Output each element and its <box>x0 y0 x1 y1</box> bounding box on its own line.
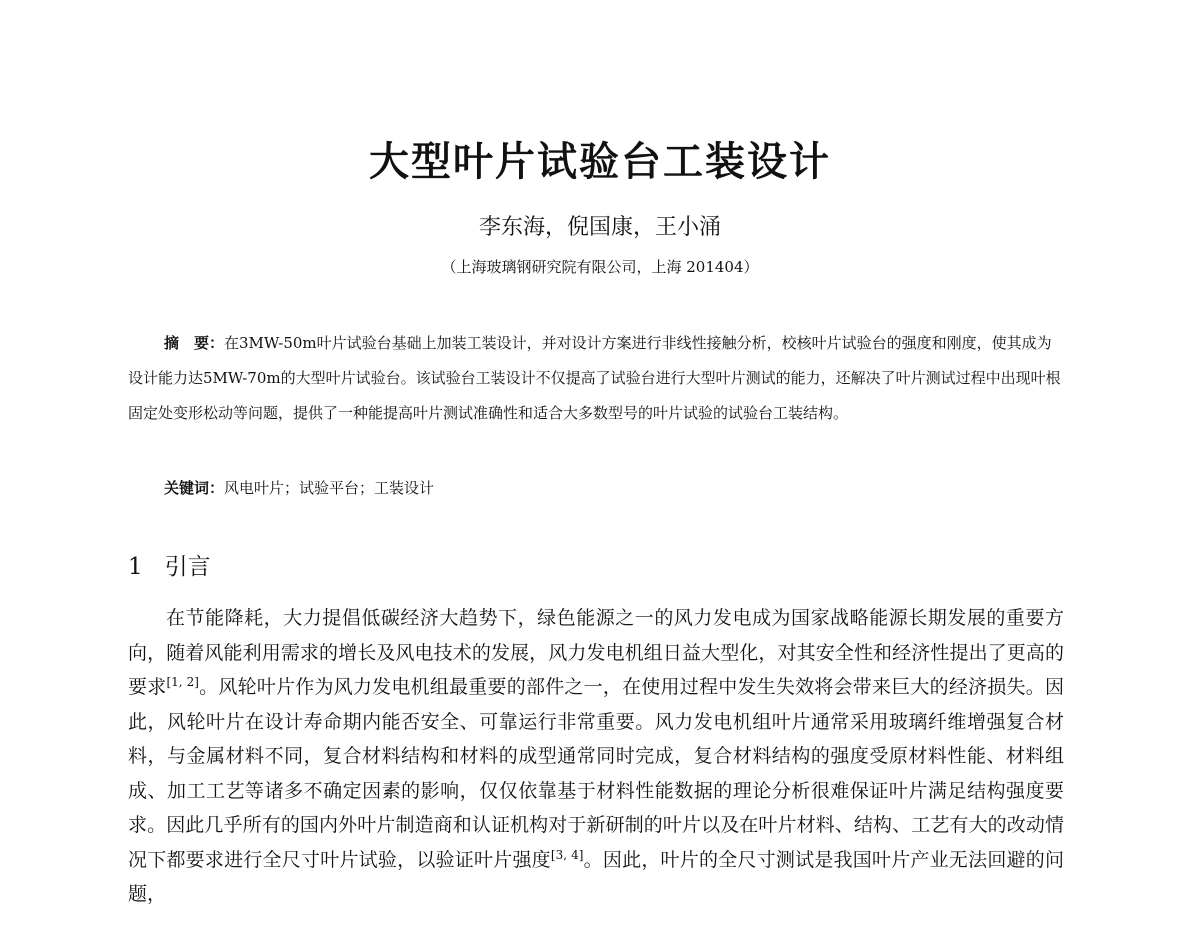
intro-text-part-2: 。风轮叶片作为风力发电机组最重要的部件之一，在使用过程中发生失效将会带来巨大的经济损失。因此，风轮叶片在设计寿命期内能否安全、可靠运行非常重要。风力发电机组叶片通常采用玻璃纤维增强复合材料，与金属材料不同，复合材料结构和材料的成型通常同时完成，复合材料结构的强度受原材料性能、材料组成、加工工艺等诸多不确定因素的影响，仅仅依靠基于材料性能数据的理论分析很难保证叶片满足结构强度要求。因此几乎所有的国内外叶片制造商和认证机构对于新研制的叶片以及在叶片材料、结构、工艺有大的改动情况下都要求进行全尺寸叶片试验，以验证叶片强度 <box>128 676 1064 871</box>
affiliation: （上海玻璃钢研究院有限公司，上海 201404） <box>441 258 759 276</box>
keywords-text: 风电叶片；试验平台；工装设计 <box>224 479 435 497</box>
keywords-label: 关键词： <box>164 479 225 497</box>
citation-1-2: [1, 2] <box>166 675 199 689</box>
section-title: 引言 <box>164 554 211 580</box>
abstract-text: 在3MW-50m叶片试验台基础上加装工装设计，并对设计方案进行非线性接触分析，校核叶片试验台的强度和刚度，使其成为设计能力达5MW-70m的大型叶片试验台。该试验台工装设计不仅提高了试验台进行大型叶片测试的能力，还解决了叶片测试过程中出现叶根固定处变形松动等问题，提供了一种能提高叶片测试准确性和适合大多数型号的叶片试验的试验台工装结构。 <box>128 334 1061 422</box>
abstract-label: 摘 要： <box>164 334 225 352</box>
author-list: 李东海，倪国康，王小涌 <box>478 215 721 240</box>
citation-3-4: [3, 4] <box>550 847 584 862</box>
abstract <box>128 326 1064 431</box>
keywords <box>164 477 1064 498</box>
intro-text-part-3: 。因此，叶片的全尺寸测试是我国叶片产业无法回避的问题， <box>128 848 1064 905</box>
section-number: 1 <box>128 554 143 580</box>
intro-paragraph <box>128 601 1064 912</box>
paper-title: 大型叶片试验台工装设计 <box>369 139 831 185</box>
section-heading <box>128 548 211 581</box>
intro-text-part-1: 在节能降耗，大力提倡低碳经济大趋势下，绿色能源之一的风力发电成为国家战略能源长期发展的重要方向，随着风能利用需求的增长及风电技术的发展，风力发电机组日益大型化，对其安全性和经济性提出了更高的要求 <box>128 607 1064 698</box>
